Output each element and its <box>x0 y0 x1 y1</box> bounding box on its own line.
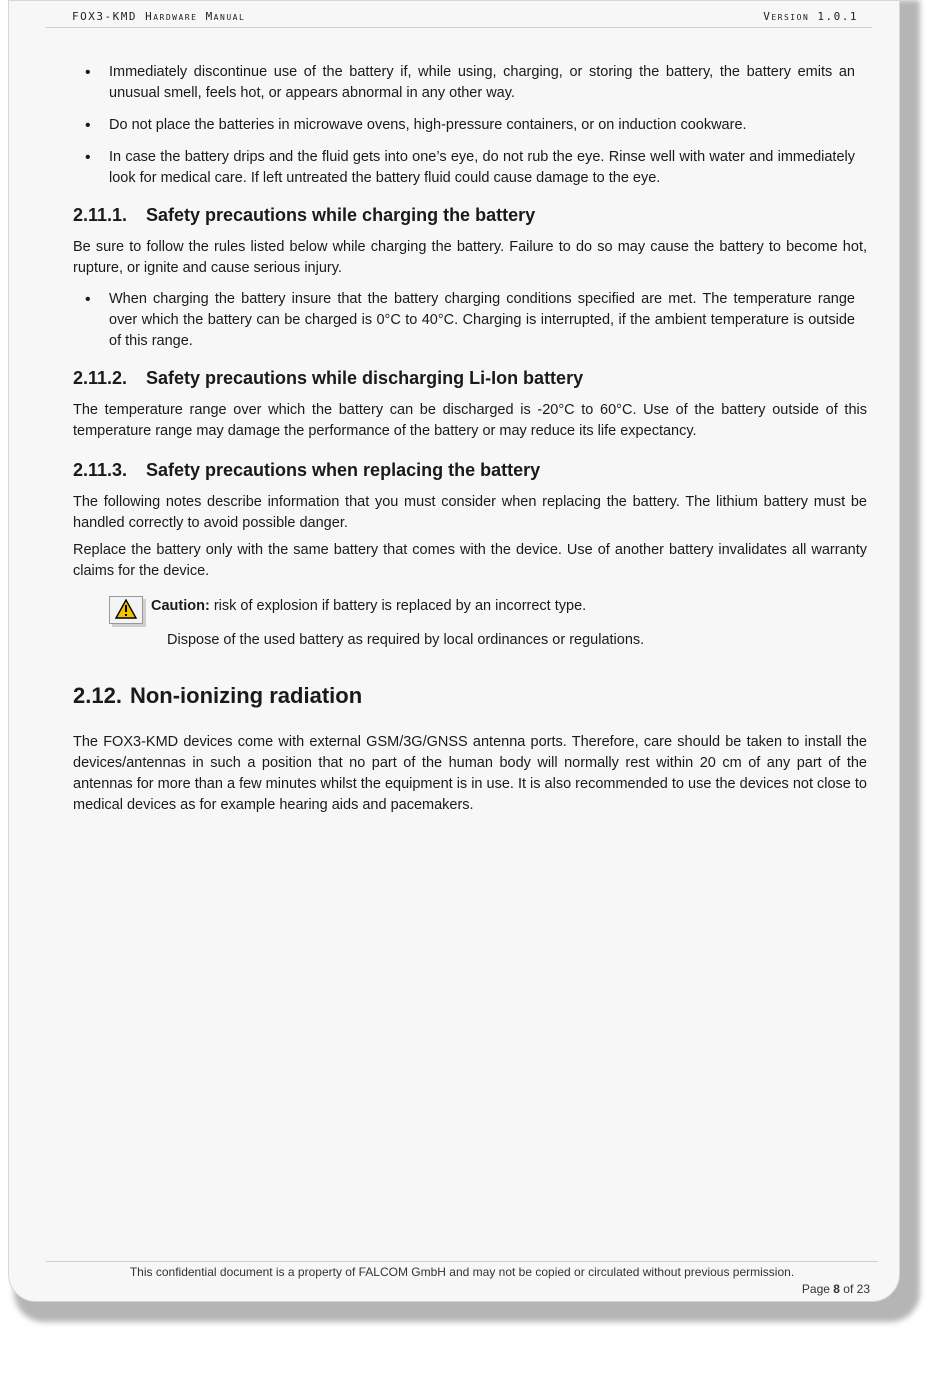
section-number: 2.11.3. <box>73 460 128 480</box>
bullet-list-battery-warnings <box>73 62 867 189</box>
header-version: Version 1.0.1 <box>763 10 858 23</box>
disposal-note: Dispose of the used battery as required by local ordinances or regulations. <box>167 632 645 648</box>
caution-note <box>109 596 867 662</box>
section-number: 2.12. <box>73 683 122 708</box>
section-number: 2.11.1. <box>73 205 128 225</box>
footer-divider <box>46 1261 878 1262</box>
paragraph: The temperature range over which the battery can be discharged is -20°C to 60°C. Use of the battery outside of this temperature range may damage the performance of the battery or may reduce its life expectancy. <box>73 402 867 439</box>
page-prefix: Page <box>801 1282 834 1296</box>
section-title: Non-ionizing radiation <box>129 683 363 708</box>
heading-2-11-2 <box>73 366 867 390</box>
page-header <box>72 10 858 26</box>
paragraph: Replace the battery only with the same battery that comes with the device. Use of another battery invalidates all warranty claims for the device. <box>73 542 867 579</box>
section-title: Safety precautions while discharging Li-Ion battery <box>146 368 584 388</box>
caution-text <box>151 596 586 617</box>
caution-message: risk of explosion if battery is replaced by an incorrect type. <box>209 598 587 614</box>
heading-2-11-3 <box>73 458 867 482</box>
warning-triangle-icon <box>109 596 143 624</box>
page-suffix: of 23 <box>839 1282 870 1296</box>
list-item: • Immediately discontinue use of the battery if, while using, charging, or storing the battery, the battery emits an unusual smell, feels hot, or appears abnormal in any other way. <box>73 62 867 104</box>
list-item: • Do not place the batteries in microwave ovens, high-pressure containers, or on induction cookware. <box>73 115 867 136</box>
header-title: FOX3-KMD Hardware Manual <box>72 10 246 23</box>
section-title: Safety precautions while charging the battery <box>146 205 536 225</box>
heading-2-11-1 <box>73 203 867 227</box>
caution-label: Caution: <box>151 598 210 614</box>
current-page: 8 <box>833 1282 840 1296</box>
footer-confidential: This confidential document is a property of FALCOM GmbH and may not be copied or circulated without previous permission. <box>129 1265 795 1279</box>
list-item: • When charging the battery insure that the battery charging conditions specified are met. The temperature range over which the battery can be charged is 0°C to 40°C. Charging is interrupted, if the ambient temperature is outside of this range. <box>73 289 867 352</box>
paragraph: The following notes describe information that you must consider when replacing the battery. The lithium battery must be handled correctly to avoid possible danger. <box>73 494 867 531</box>
section-title: Safety precautions when replacing the battery <box>146 460 541 480</box>
page-number <box>802 1282 870 1296</box>
bullet-list-charging <box>73 289 867 352</box>
paragraph: Be sure to follow the rules listed below while charging the battery. Failure to do so may cause the battery to become hot, rupture, or ignite and cause serious injury. <box>73 239 867 276</box>
header-divider <box>46 27 872 28</box>
page-content <box>73 62 867 822</box>
heading-2-12 <box>73 682 867 710</box>
list-item: • In case the battery drips and the fluid gets into one’s eye, do not rub the eye. Rinse well with water and immediately look for medical care. If left untreated the battery fluid could cause damage to the eye. <box>73 147 867 189</box>
paragraph: The FOX3-KMD devices come with external GSM/3G/GNSS antenna ports. Therefore, care should be taken to install the devices/antennas in such a position that no part of the human body will normally rest within 20 cm of any part of the antennas for more than a few minutes whilst the equipment is in use. It is also recommended to use the devices not close to medical devices as for example hearing aids and pacemakers. <box>73 734 867 813</box>
section-number: 2.11.2. <box>73 368 128 388</box>
